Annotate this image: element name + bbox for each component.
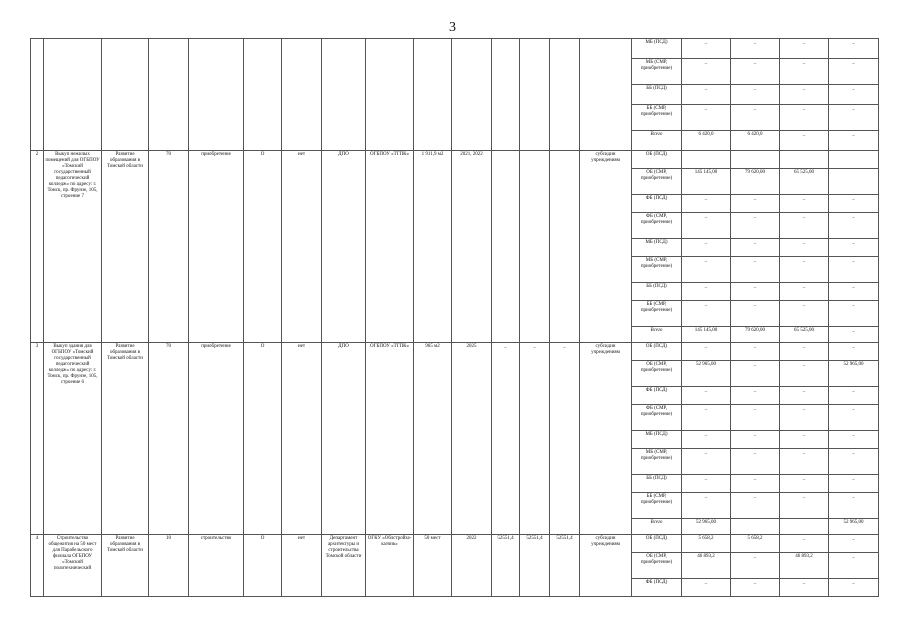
amount-cell: _ — [829, 105, 879, 131]
amount-cell: 145 145,00 — [682, 169, 731, 195]
funding-source-cell: ББ (СМР, приобретение) — [632, 301, 682, 327]
amount-cell: _ — [780, 387, 829, 405]
amount-e1 — [492, 151, 520, 343]
funding-source-cell: ФБ (СМР, приобретение) — [632, 213, 682, 239]
table-row — [31, 151, 879, 169]
amount-cell: _ — [682, 239, 731, 257]
amount-cell: _ — [731, 59, 780, 85]
customer: ОГБПОУ «ТГПК» — [366, 151, 414, 343]
row-number: 3 — [31, 343, 44, 535]
amount-cell: _ — [829, 283, 879, 301]
amount-cell — [780, 519, 829, 535]
amount-cell: _ — [731, 301, 780, 327]
amount-cell: _ — [731, 579, 780, 597]
industry: ДПО — [322, 343, 366, 535]
amount-cell: _ — [682, 431, 731, 449]
object-name: Выкуп здания для ОГБПОУ «Томский государственный педагогический колледж» по адресу: г. Томск, пр. Фрунзе, 105, строение 6 — [44, 343, 102, 535]
amount-cell: _ — [829, 343, 879, 361]
amount-cell: _ — [731, 475, 780, 493]
amount-e1: 52551,4 — [492, 535, 520, 597]
amount-cell: _ — [829, 493, 879, 519]
amount-cell: _ — [682, 195, 731, 213]
amount-cell: _ — [829, 405, 879, 431]
funding-source-cell: МБ (СМР, приобретение) — [632, 59, 682, 85]
amount-cell: _ — [682, 387, 731, 405]
column-5: О — [244, 535, 282, 597]
amount-cell: _ — [780, 283, 829, 301]
funding-source-cell: ОБ (СМР, приобретение) — [632, 361, 682, 387]
empty-cell — [322, 39, 366, 151]
amount-e3 — [550, 151, 580, 343]
amount-cell — [682, 151, 731, 169]
amount-cell: _ — [731, 405, 780, 431]
amount-cell — [829, 169, 879, 195]
empty-cell — [520, 39, 550, 151]
amount-cell: _ — [682, 475, 731, 493]
code: 70 — [149, 343, 189, 535]
amount-cell: _ — [682, 343, 731, 361]
amount-cell: 145 145,00 — [682, 327, 731, 343]
amount-cell: _ — [731, 387, 780, 405]
amount-cell: _ — [829, 431, 879, 449]
capacity: 50 мест — [414, 535, 452, 597]
amount-cell: 52 965,00 — [682, 361, 731, 387]
funding-source-cell: ОБ (ПСД) — [632, 343, 682, 361]
table-row — [31, 39, 879, 59]
years: 2022 — [452, 535, 492, 597]
amount-cell — [829, 151, 879, 169]
capacity: 1 911,9 м2 — [414, 151, 452, 343]
funding-source-cell: ББ (СМР, приобретение) — [632, 105, 682, 131]
column-5: О — [244, 151, 282, 343]
program-name: Развитие образования в Томской области — [102, 151, 149, 343]
empty-cell — [44, 39, 102, 151]
amount-cell: _ — [829, 327, 879, 343]
amount-cell: 5 658,2 — [682, 535, 731, 553]
amount-cell: 52 965,00 — [829, 519, 879, 535]
amount-e2: 52551,4 — [520, 535, 550, 597]
amount-cell: _ — [829, 39, 879, 59]
amount-cell: _ — [780, 239, 829, 257]
financing-form: субсидии учреждениям — [580, 535, 632, 597]
amount-cell: 79 620,00 — [731, 169, 780, 195]
amount-cell: _ — [682, 449, 731, 475]
code: 10 — [149, 535, 189, 597]
amount-cell — [731, 151, 780, 169]
amount-cell: _ — [682, 579, 731, 597]
amount-cell: _ — [731, 553, 780, 579]
amount-cell: _ — [780, 361, 829, 387]
funding-source-cell: МБ (ПСД) — [632, 431, 682, 449]
amount-cell: _ — [682, 301, 731, 327]
investment-type: приобретение — [189, 343, 244, 535]
amount-cell: _ — [682, 283, 731, 301]
amount-cell: 46 893,2 — [780, 553, 829, 579]
amount-e2: _ — [520, 343, 550, 535]
amount-cell: 5 658,2 — [731, 535, 780, 553]
financing-form: субсидии учреждениям — [580, 151, 632, 343]
funding-source-cell: ФБ (ПСД) — [632, 387, 682, 405]
funding-source-cell: ОБ (СМР, приобретение) — [632, 553, 682, 579]
funding-source-cell: ОБ (СМР, приобретение) — [632, 169, 682, 195]
amount-cell: _ — [731, 431, 780, 449]
amount-cell: 52 965,00 — [829, 361, 879, 387]
amount-cell: _ — [780, 493, 829, 519]
amount-cell: _ — [829, 535, 879, 553]
amount-cell: _ — [731, 493, 780, 519]
funding-source-cell: МБ (ПСД) — [632, 239, 682, 257]
amount-cell: 6 420,0 — [682, 131, 731, 151]
object-name: Строительство общежития на 50 мест для Парабельского филиала ОГБПОУ «Томский политехнический — [44, 535, 102, 597]
object-name: Выкуп нежилых помещений для ОГБПОУ «Томский государственный педагогический колледж» по адресу: г. Томск, пр. Фрунзе, 105, строение 7 — [44, 151, 102, 343]
amount-cell: _ — [780, 343, 829, 361]
empty-cell — [149, 39, 189, 151]
amount-cell: _ — [829, 131, 879, 151]
amount-cell: _ — [682, 405, 731, 431]
amount-cell: _ — [682, 257, 731, 283]
empty-cell — [282, 39, 322, 151]
table-row — [31, 343, 879, 361]
funding-source-cell: ББ (СМР, приобретение) — [632, 493, 682, 519]
program-name: Развитие образования в Томской области — [102, 343, 149, 535]
customer: ОГБПОУ «ТГПК» — [366, 343, 414, 535]
amount-cell — [780, 151, 829, 169]
amount-cell: _ — [829, 475, 879, 493]
investment-type: приобретение — [189, 151, 244, 343]
funding-source-cell: Всего — [632, 131, 682, 151]
investment-objects-table — [30, 38, 879, 597]
amount-cell: _ — [731, 361, 780, 387]
amount-cell: _ — [829, 257, 879, 283]
funding-source-cell: ББ (ПСД) — [632, 283, 682, 301]
program-name: Развитие образования в Томской области — [102, 535, 149, 597]
amount-cell: 46 893,2 — [682, 553, 731, 579]
amount-cell: _ — [682, 105, 731, 131]
amount-cell: _ — [731, 39, 780, 59]
funding-source-cell: ФБ (ПСД) — [632, 579, 682, 597]
amount-cell: _ — [780, 39, 829, 59]
amount-cell: _ — [682, 493, 731, 519]
amount-cell: _ — [682, 39, 731, 59]
industry: ДПО — [322, 151, 366, 343]
amount-cell: _ — [780, 449, 829, 475]
row-number: 2 — [31, 151, 44, 343]
amount-cell: 65 525,00 — [780, 327, 829, 343]
amount-e2 — [520, 151, 550, 343]
amount-cell: _ — [829, 449, 879, 475]
amount-cell: _ — [780, 195, 829, 213]
amount-cell: _ — [780, 475, 829, 493]
amount-cell: _ — [780, 301, 829, 327]
amount-cell: _ — [829, 213, 879, 239]
empty-cell — [366, 39, 414, 151]
amount-cell: _ — [731, 85, 780, 105]
empty-cell — [189, 39, 244, 151]
empty-cell — [31, 39, 44, 151]
column-5: О — [244, 343, 282, 535]
amount-cell: _ — [829, 239, 879, 257]
amount-cell: _ — [731, 195, 780, 213]
amount-cell: _ — [780, 131, 829, 151]
amount-cell: _ — [731, 213, 780, 239]
empty-cell — [414, 39, 452, 151]
empty-cell — [244, 39, 282, 151]
amount-cell: 6 420,0 — [731, 131, 780, 151]
funding-source-cell: ОБ (ПСД) — [632, 535, 682, 553]
amount-e3: 52551,4 — [550, 535, 580, 597]
column-6: нет — [282, 535, 322, 597]
amount-cell: 52 965,00 — [682, 519, 731, 535]
industry: Департамент архитектуры и строительства Томской области — [322, 535, 366, 597]
amount-cell: _ — [780, 535, 829, 553]
amount-e1: _ — [492, 343, 520, 535]
amount-cell: _ — [829, 579, 879, 597]
funding-source-cell: МБ (СМР, приобретение) — [632, 257, 682, 283]
empty-cell — [550, 39, 580, 151]
investment-type: строительство — [189, 535, 244, 597]
amount-cell — [731, 519, 780, 535]
customer: ОГКУ «Облстройза-казчик» — [366, 535, 414, 597]
amount-cell: _ — [780, 405, 829, 431]
column-6: нет — [282, 151, 322, 343]
amount-cell: 65 525,00 — [780, 169, 829, 195]
amount-cell: _ — [829, 553, 879, 579]
column-6: нет — [282, 343, 322, 535]
amount-cell: _ — [780, 105, 829, 131]
table-row — [31, 535, 879, 553]
amount-cell: _ — [731, 105, 780, 131]
empty-cell — [452, 39, 492, 151]
empty-cell — [102, 39, 149, 151]
amount-cell: _ — [780, 59, 829, 85]
amount-cell: _ — [780, 431, 829, 449]
funding-source-cell: МБ (ПСД) — [632, 39, 682, 59]
amount-e3: _ — [550, 343, 580, 535]
amount-cell: _ — [829, 59, 879, 85]
funding-source-cell: ББ (ПСД) — [632, 85, 682, 105]
amount-cell: _ — [682, 85, 731, 105]
funding-source-cell: Всего — [632, 519, 682, 535]
amount-cell: _ — [731, 257, 780, 283]
amount-cell: _ — [829, 195, 879, 213]
years: 2025 — [452, 343, 492, 535]
amount-cell: _ — [682, 213, 731, 239]
amount-cell: _ — [731, 343, 780, 361]
amount-cell: _ — [731, 283, 780, 301]
amount-cell: _ — [829, 301, 879, 327]
funding-source-cell: ОБ (ПСД) — [632, 151, 682, 169]
empty-cell — [580, 39, 632, 151]
amount-cell: _ — [829, 85, 879, 105]
page-number: 3 — [449, 20, 456, 35]
amount-cell: _ — [731, 239, 780, 257]
funding-source-cell: Всего — [632, 327, 682, 343]
years: 2021, 2022 — [452, 151, 492, 343]
amount-cell: _ — [780, 579, 829, 597]
amount-cell: _ — [682, 59, 731, 85]
capacity: 965 м2 — [414, 343, 452, 535]
empty-cell — [492, 39, 520, 151]
code: 70 — [149, 151, 189, 343]
funding-source-cell: ФБ (СМР, приобретение) — [632, 405, 682, 431]
amount-cell: 79 620,00 — [731, 327, 780, 343]
funding-source-cell: ББ (ПСД) — [632, 475, 682, 493]
row-number: 4 — [31, 535, 44, 597]
funding-source-cell: МБ (СМР, приобретение) — [632, 449, 682, 475]
funding-source-cell: ФБ (ПСД) — [632, 195, 682, 213]
amount-cell: _ — [780, 213, 829, 239]
amount-cell: _ — [780, 85, 829, 105]
amount-cell: _ — [829, 387, 879, 405]
amount-cell: _ — [731, 449, 780, 475]
financing-form: субсидии учреждениям — [580, 343, 632, 535]
amount-cell: _ — [780, 257, 829, 283]
